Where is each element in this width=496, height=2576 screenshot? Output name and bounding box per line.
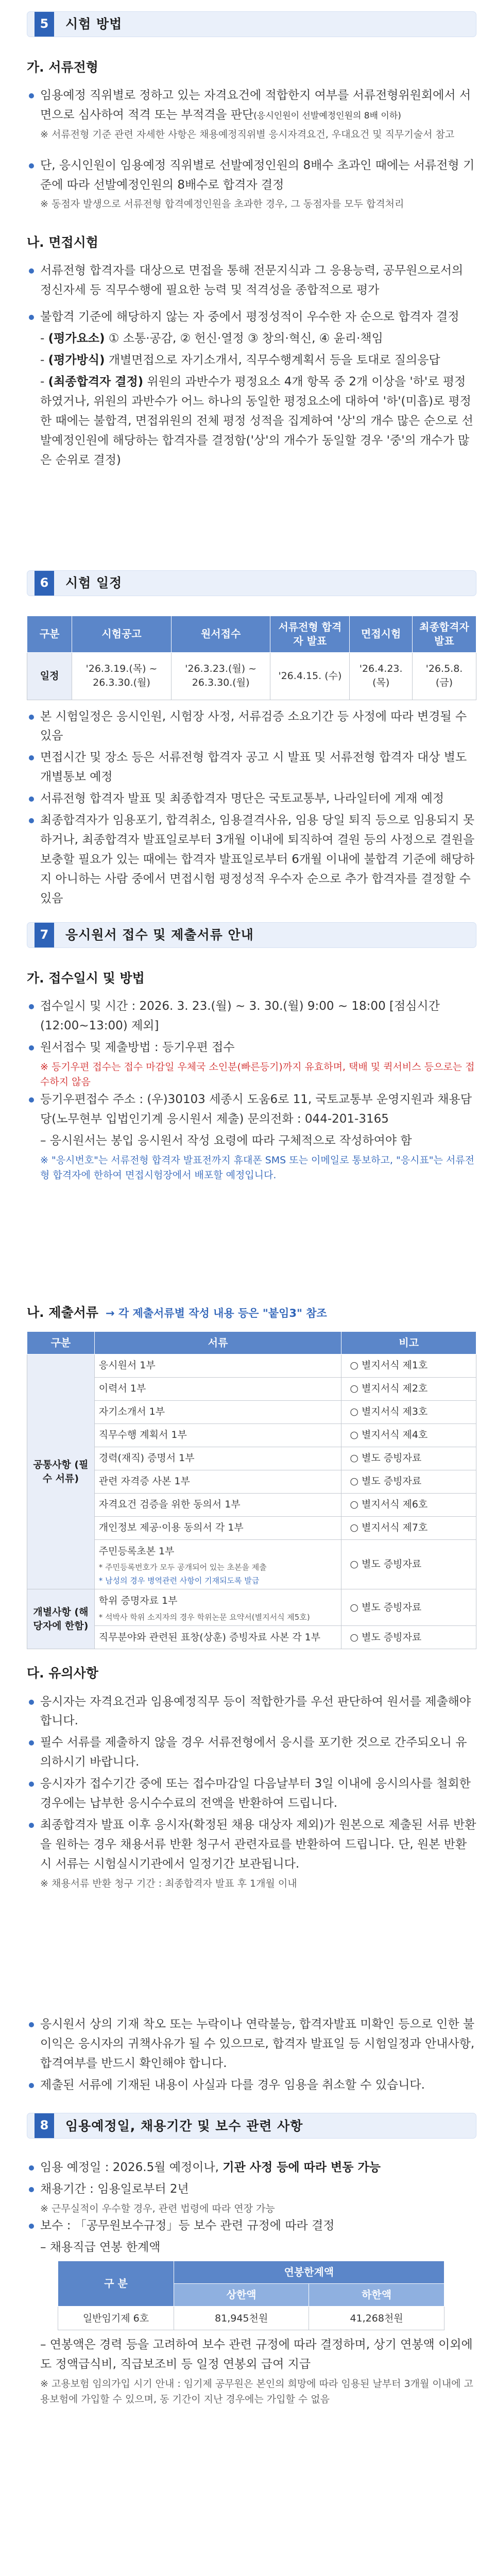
bullet-item: 불합격 기준에 해당하지 않는 자 중에서 평정성적이 우수한 자 순으로 합격자 결정 (27, 308, 476, 327)
dash-item: - (평가요소) ① 소통·공감, ② 헌신·열정 ③ 창의·혁신, ④ 윤리·책임 (40, 331, 383, 345)
table-header: 서류전형 합격자 발표 (270, 616, 350, 652)
subsection-title: 나. 면접시험 (27, 234, 98, 250)
row-group-label: 공통사항 (필수 서류) (27, 1354, 95, 1589)
bullet-item: 응시자는 자격요건과 임용예정직무 등이 적합한가를 우선 판단하여 원서를 제출해야 합니다. (27, 1692, 476, 1732)
subsection-title: 가. 접수일시 및 방법 (27, 970, 145, 986)
table-cell: 응시원서 1부 (94, 1354, 341, 1377)
table-cell-note: * 석박사 학위 소지자의 경우 학위논문 요약서(별지서식 제5호) (94, 1613, 341, 1626)
table-header: 하한액 (309, 2284, 444, 2307)
documents-table (27, 1331, 476, 1650)
table-header: 구분 (27, 616, 72, 652)
table-cell: 일반임기제 6호 (58, 2307, 174, 2330)
dash-item: – 연봉액은 경력 등을 고려하여 보수 관련 규정에 따라 결정하며, 상기 연봉액 이외에도 정액급식비, 직급보조비 등 일정 연봉외 급여 지급 (40, 2338, 473, 2371)
table-header: 구분 (27, 1331, 95, 1354)
row-group-label: 개별사항 (해당자에 한함) (27, 1589, 95, 1649)
section-title: 시험 방법 (65, 16, 123, 32)
bullet-item: 본 시험일정은 응시인원, 시험장 사정, 서류검증 소요기간 등 사정에 따라 변경될 수 있음 (27, 707, 476, 747)
dash-item: – 응시원서는 봉입 응시원서 작성 요령에 따라 구체적으로 작성하여야 함 (40, 1133, 412, 1147)
table-header: 면접시험 (350, 616, 413, 652)
table-cell: ○ 별도 증빙자료 (341, 1539, 476, 1589)
schedule-table (27, 616, 476, 700)
bullet-item: 서류전형 합격자를 대상으로 면접을 통해 전문지식과 그 응용능력, 공무원으로서의 정신자세 등 직무수행에 필요한 능력 및 적격성을 종합적으로 평가 (27, 261, 476, 300)
bullet-item: 제출된 서류에 기재된 내용이 사실과 다를 경우 임용을 취소할 수 있습니다. (27, 2076, 476, 2095)
bullet-item: 등기우편접수 주소 : (우)30103 세종시 도움6로 11, 국토교통부 운영지원과 채용담당(노무현부 입법인기계 응시원서 제출) 문의전화 : 044-201-3165 (27, 1090, 476, 1129)
section-title: 임용예정일, 채용기간 및 보수 관련 사항 (65, 2118, 303, 2133)
table-row (27, 1447, 476, 1470)
section-number: 7 (35, 922, 54, 948)
section-6-header (27, 570, 476, 596)
table-cell: ○ 별지서식 제7호 (341, 1516, 476, 1539)
table-cell: '26.3.19.(목) ~ 26.3.30.(월) (72, 652, 172, 700)
dash-item: – 채용직급 연봉 한계액 (40, 2241, 161, 2255)
table-header: 시험공고 (72, 616, 172, 652)
table-header: 서류 (94, 1331, 341, 1354)
table-cell: 경력(재직) 증명서 1부 (94, 1447, 341, 1470)
table-row (58, 2307, 444, 2330)
bullet-item: 원서접수 및 제출방법 : 등기우편 접수 (27, 1038, 476, 1058)
reference-note: → 각 제출서류별 작성 내용 등은 "붙임3" 참조 (105, 1307, 327, 1319)
table-cell: 41,268천원 (309, 2307, 444, 2330)
row-label: 일정 (27, 652, 72, 700)
section-number: 8 (35, 2113, 54, 2139)
table-cell-note: * 남성의 경우 병역관련 사항이 기재되도록 발급 (94, 1576, 341, 1589)
table-cell: 개인정보 제공·이용 동의서 각 1부 (94, 1516, 341, 1539)
table-row (27, 1516, 476, 1539)
dash-item: - (평가방식) 개별면접으로 자기소개서, 직무수행계획서 등을 토대로 질의응답 (40, 353, 440, 367)
note-line: ※ 서류전형 기준 관련 자세한 사항은 채용예정직위별 응시자격요건, 우대요건 및 직무기술서 참고 (40, 129, 455, 141)
section-7-header (27, 922, 476, 948)
table-row (27, 1354, 476, 1377)
table-cell: 81,945천원 (174, 2307, 309, 2330)
subsection-title: 가. 서류전형 (27, 60, 98, 75)
table-cell: 학위 증명자료 1부 (94, 1589, 341, 1613)
table-cell: '26.3.23.(월) ~ 26.3.30.(월) (171, 652, 270, 700)
table-header: 원서접수 (171, 616, 270, 652)
table-cell: ○ 별도 증빙자료 (341, 1589, 476, 1626)
note-line: ※ 등기우편 접수는 접수 마감일 우체국 소인분(빠른등기)까지 유효하며, 택배 및 퀵서비스 등으로는 접수하지 않음 (40, 1061, 475, 1088)
bullet-item: 보수 : 「공무원보수규정」등 보수 관련 규정에 따라 결정 (27, 2216, 476, 2236)
note-line: ※ 동점자 발생으로 서류전형 합격예정인원을 초과한 경우, 그 동점자를 모두 합격처리 (40, 198, 404, 210)
bullet-item: 필수 서류를 제출하지 않을 경우 서류전형에서 응시를 포기한 것으로 간주되오니 유의하시기 바랍니다. (27, 1733, 476, 1772)
note-line: ※ 채용서류 반환 청구 기간 : 최종합격자 발표 후 1개월 이내 (40, 1877, 297, 1889)
table-header: 구 분 (58, 2261, 174, 2307)
table-cell: 관련 자격증 사본 1부 (94, 1470, 341, 1493)
bullet-item: 채용기간 : 임용일로부터 2년 (27, 2180, 476, 2199)
salary-table (58, 2261, 444, 2330)
bullet-item: 단, 응시인원이 임용예정 직위별로 선발예정인원의 8배수 초과인 때에는 서류전형 기준에 따라 선발예정인원의 8배수로 합격자 결정 (27, 156, 476, 195)
bullet-item: 응시원서 상의 기재 착오 또는 누락이나 연락불능, 합격자발표 미확인 등으로 인한 불이익은 응시자의 귀책사유가 될 수 있으므로, 합격자 발표일 등 시험일정과 안내사항, 합격여부를 반드시 확인해야 합니다. (27, 2015, 476, 2074)
section-5-header (27, 11, 476, 37)
table-row (27, 1377, 476, 1400)
table-row (27, 1589, 476, 1613)
table-cell: ○ 별지서식 제1호 (341, 1354, 476, 1377)
table-cell: ○ 별도 증빙자료 (341, 1470, 476, 1493)
bullet-item: 임용 예정일 : 2026.5월 예정이나, 기관 사정 등에 따라 변동 가능 (27, 2158, 476, 2178)
section-number: 6 (35, 570, 54, 596)
table-cell: 직무수행 계획서 1부 (94, 1423, 341, 1447)
bullet-item: 최종합격자 발표 이후 응시자(확정된 채용 대상자 제외)가 원본으로 제출된 서류 반환을 원하는 경우 채용서류 반환 청구서 관련자료를 반환하여 드립니다. 단, 원본 반환시 서류는 시험실시기관에서 일정기간 보관됩니다. (27, 1816, 476, 1874)
table-row (27, 1626, 476, 1649)
table-cell: ○ 별지서식 제4호 (341, 1423, 476, 1447)
table-cell: 주민등록초본 1부 (94, 1539, 341, 1563)
table-row (27, 1423, 476, 1447)
table-cell: 이력서 1부 (94, 1377, 341, 1400)
table-header: 비고 (341, 1331, 476, 1354)
table-cell: '26.4.23. (목) (350, 652, 413, 700)
table-cell: 자격요건 검증을 위한 동의서 1부 (94, 1493, 341, 1516)
table-cell: 직무분야와 관련된 표창(상훈) 증빙자료 사본 각 1부 (94, 1626, 341, 1649)
bullet-item: 면접시간 및 장소 등은 서류전형 합격자 공고 시 발표 및 서류전형 합격자 대상 별도 개별통보 예정 (27, 748, 476, 787)
table-header: 연봉한계액 (174, 2261, 444, 2284)
bullet-item: 임용예정 직위별로 정하고 있는 자격요건에 적합한지 여부를 서류전형위원회에서 서면으로 심사하여 적격 또는 부적격을 판단(응시인원이 선발예정인원의 8배 이하) (27, 86, 476, 125)
subsection-title: 나. 제출서류 → 각 제출서류별 작성 내용 등은 "붙임3" 참조 (27, 1304, 327, 1320)
section-number: 5 (35, 11, 54, 37)
table-row (27, 652, 476, 700)
table-cell: '26.5.8. (금) (412, 652, 476, 700)
table-row (27, 1400, 476, 1423)
table-header: 최종합격자 발표 (412, 616, 476, 652)
section-title: 응시원서 접수 및 제출서류 안내 (65, 927, 254, 943)
note-line: ※ "응시번호"는 서류전형 합격자 발표전까지 휴대폰 SMS 또는 이메일로 통보하고, "응시표"는 서류전형 합격자에 한하여 면접시험장에서 배포할 예정입니다. (40, 1154, 474, 1181)
table-row (27, 1539, 476, 1563)
bullet-item: 최종합격자가 임용포기, 합격취소, 임용결격사유, 임용 당일 퇴직 등으로 임용되지 못하거나, 최종합격자 발표일로부터 3개월 이내에 퇴직하여 결원 등의 사정으로 결원을 보충할 필요가 있는 때에는 합격자 발표일로부터 6개월 이내에 불합격 기준에 해당하지 아니하는 사람 중에서 면접시험 평정성적 우수자 순으로 추가 합격자를 결정할 수 있음 (27, 811, 476, 909)
section-8-header (27, 2113, 476, 2139)
bullet-item: 서류전형 합격자 발표 및 최종합격자 명단은 국토교통부, 나라일터에 게재 예정 (27, 789, 476, 809)
section-title: 시험 일정 (65, 575, 123, 590)
dash-item: - (최종합격자 결정) 위원의 과반수가 평정요소 4개 항목 중 2개 이상을 '하'로 평정하였거나, 위원의 과반수가 어느 하나의 동일한 평정요소에 대하여 '하'(미흡)로 평정한 때에는 불합격, 면접위원의 전체 평정 성적을 집계하여 '상'의 개수 많은 순으로 선발예정인원에 해당하는 합격자를 결정함('상'의 개수가 동일할 경우 '중'의 개수가 많은 순위로 결정) (40, 375, 473, 467)
table-cell: ○ 별지서식 제2호 (341, 1377, 476, 1400)
table-cell: '26.4.15. (수) (270, 652, 350, 700)
table-cell: ○ 별도 증빙자료 (341, 1626, 476, 1649)
table-cell: ○ 별도 증빙자료 (341, 1447, 476, 1470)
note-line: ※ 고용보험 임의가입 시기 안내 : 임기제 공무원은 본인의 희망에 따라 임용된 날부터 3개월 이내에 고용보험에 가입할 수 있으며, 동 기간이 지난 경우에는 가입할 수 없음 (40, 2378, 473, 2405)
table-cell: 자기소개서 1부 (94, 1400, 341, 1423)
table-cell: ○ 별지서식 제6호 (341, 1493, 476, 1516)
table-row (27, 1470, 476, 1493)
table-cell: ○ 별지서식 제3호 (341, 1400, 476, 1423)
subsection-title: 다. 유의사항 (27, 1666, 98, 1681)
table-row (27, 1493, 476, 1516)
table-cell-note: * 주민등록번호가 모두 공개되어 있는 초본을 제출 (94, 1563, 341, 1576)
note-line: ※ 근무실적이 우수할 경우, 관련 법령에 따라 연장 가능 (40, 2203, 275, 2214)
table-header: 상한액 (174, 2284, 309, 2307)
bullet-item: 응시자가 접수기간 중에 또는 접수마감일 다음날부터 3일 이내에 응시의사를 철회한 경우에는 납부한 응시수수료의 전액을 반환하여 드립니다. (27, 1774, 476, 1814)
bullet-item: 접수일시 및 시간 : 2026. 3. 23.(월) ~ 3. 30.(월) 9:00 ~ 18:00 [점심시간(12:00~13:00) 제외] (27, 997, 476, 1036)
